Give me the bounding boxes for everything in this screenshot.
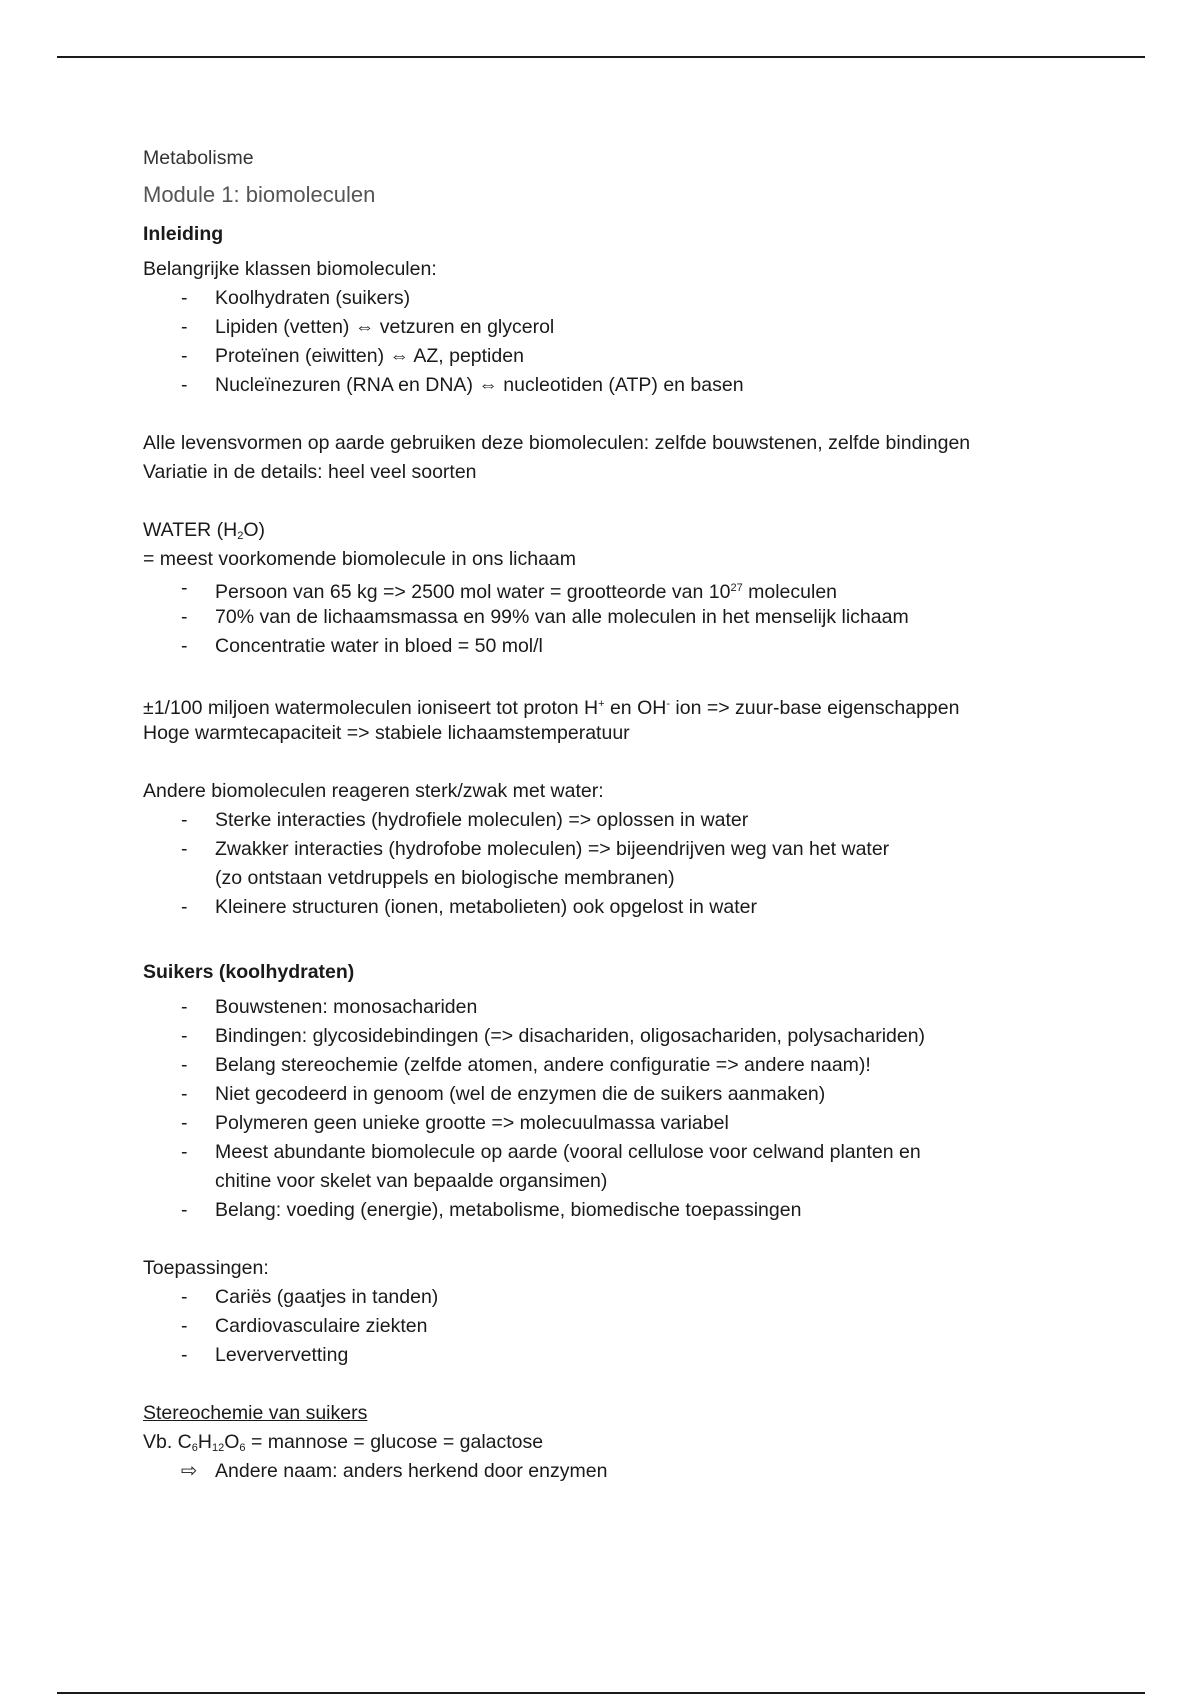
list-item: - Cardiovasculaire ziekten (181, 1315, 428, 1337)
list-item: - Nucleïnezuren (RNA en DNA) ⇔ nucleotiden (ATP) en basen (181, 374, 744, 396)
list-item: - Leververvetting (181, 1344, 349, 1366)
list-item: - Niet gecodeerd in genoom (wel de enzymen die de suikers aanmaken) (181, 1083, 826, 1105)
list-item: - Koolhydraten (suikers) (181, 287, 411, 309)
list-item: - Belang stereochemie (zelfde atomen, andere configuratie => andere naam)! (181, 1054, 871, 1076)
list-item: - Bouwstenen: monosachariden (181, 996, 478, 1018)
intro-heading: Inleiding (143, 223, 224, 245)
list-item: - Sterke interacties (hydrofiele moleculen) => oplossen in water (181, 809, 749, 831)
list-item: - Zwakker interacties (hydrofobe moleculen) => bijeendrijven weg van het water (181, 838, 890, 860)
list-item: - Polymeren geen unieke grootte => molecuulmassa variabel (181, 1112, 729, 1134)
list-item: - Belang: voeding (energie), metabolisme, biomedische toepassingen (181, 1199, 802, 1221)
paragraph: Hoge warmtecapaciteit => stabiele lichaamstemperatuur (143, 722, 630, 744)
document-title: Metabolisme (143, 147, 254, 169)
paragraph: ±1/100 miljoen watermoleculen ioniseert tot proton H+ en OH- ion => zuur-base eigenschappen (143, 697, 960, 719)
module-title: Module 1: biomoleculen (143, 182, 376, 207)
water-definition: = meest voorkomende biomolecule in ons lichaam (143, 548, 577, 570)
paragraph: Andere biomoleculen reageren sterk/zwak met water: (143, 780, 604, 802)
water-heading: WATER $(H_2O)$ (143, 519, 266, 542)
list-item: - Concentratie water in bloed = 50 mol/l (181, 635, 543, 657)
arrow-icon: ⇨ (181, 1460, 198, 1482)
list-item: - Meest abundante biomolecule op aarde (vooral cellulose voor celwand planten en (181, 1141, 921, 1163)
classes-intro: Belangrijke klassen biomoleculen: (143, 258, 437, 280)
list-item-continuation: (zo ontstaan vetdruppels en biologische membranen) (215, 867, 675, 889)
list-item: - Kleinere structuren (ionen, metabolieten) ook opgelost in water (181, 896, 757, 918)
list-item: - Lipiden (vetten) ⇔ vetzuren en glycerol (181, 316, 555, 338)
formula-line: Vb. $C_6H_{12}O_6$ = mannose = glucose = galactose (143, 1431, 544, 1454)
top-rule (57, 56, 1145, 58)
stereo-heading: Stereochemie van suikers (143, 1402, 368, 1424)
list-item: - Persoon van 65 kg => 2500 mol water = grootteorde van $10^{27}$ moleculen (181, 577, 838, 603)
sugars-heading: Suikers (koolhydraten) (143, 961, 355, 983)
bottom-rule (57, 1692, 1145, 1694)
paragraph: Variatie in de details: heel veel soorten (143, 461, 477, 483)
applications-intro: Toepassingen: (143, 1257, 269, 1279)
list-item: ⇨ Andere naam: anders herkend door enzymen (143, 1457, 1103, 1486)
list-item: - Bindingen: glycosidebindingen (=> disachariden, oligosachariden, polysachariden) (181, 1025, 926, 1047)
list-item-continuation: chitine voor skelet van bepaalde organsimen) (215, 1170, 608, 1192)
list-item: - 70% van de lichaamsmassa en 99% van alle moleculen in het menselijk lichaam (181, 606, 909, 628)
list-item: - Proteïnen (eiwitten) ⇔ AZ, peptiden (181, 345, 524, 367)
list-item: - Cariës (gaatjes in tanden) (181, 1286, 439, 1308)
document-body (143, 143, 1103, 1486)
paragraph: Alle levensvormen op aarde gebruiken deze biomoleculen: zelfde bouwstenen, zelfde bindingen (143, 432, 971, 454)
